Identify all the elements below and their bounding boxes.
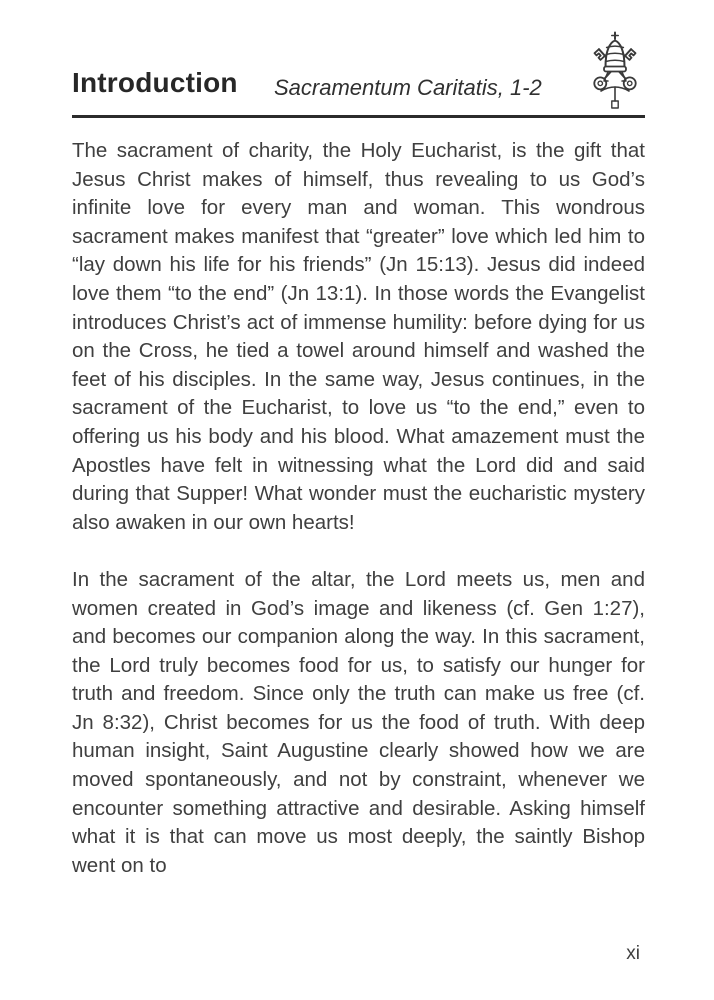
page-number: xi [626,943,640,964]
vatican-crest-icon [577,30,653,112]
page-body [72,137,645,909]
body-paragraph-2: In the sacrament of the altar, the Lord meets us, men and women created in God’s image and likeness (cf. Gen 1:27), and becomes our companion along the way. In this sacrament, the Lord truly becomes food for us, to satisfy our hunger for truth and freedom. Since only the truth can make us free (cf. Jn 8:32), Christ becomes for us the food of truth. With deep human insight, Saint Augustine clearly showed how we are moved spontaneously, and not by constraint, whenever we encounter something attractive and desirable. Asking himself what it is that can move us most deeply, the saintly Bishop went on to [72,567,645,877]
body-paragraph-1: The sacrament of charity, the Holy Eucharist, is the gift that Jesus Christ makes of himself, thus revealing to us God’s infinite love for every man and woman. This wondrous sacrament makes manifest that “greater” love which led him to “lay down his life for his friends” (Jn 15:13). Jesus did indeed love them “to the end” (Jn 13:1). In those words the Evangelist introduces Christ’s act of immense humility: before dying for us on the Cross, he tied a towel around himself and washed the feet of his disciples. In the same way, Jesus continues, in the sacrament of the Eucharist, to love us “to the end,” even to offering us his body and his blood. What amazement must the Apostles have felt in witnessing what the Lord did and said during that Supper! What wonder must the eucharistic mystery also awaken in our own hearts! [72,139,645,534]
section-title: Introduction [72,67,238,98]
header-divider [72,115,645,118]
document-reference: Sacramentum Caritatis, 1-2 [274,75,542,100]
